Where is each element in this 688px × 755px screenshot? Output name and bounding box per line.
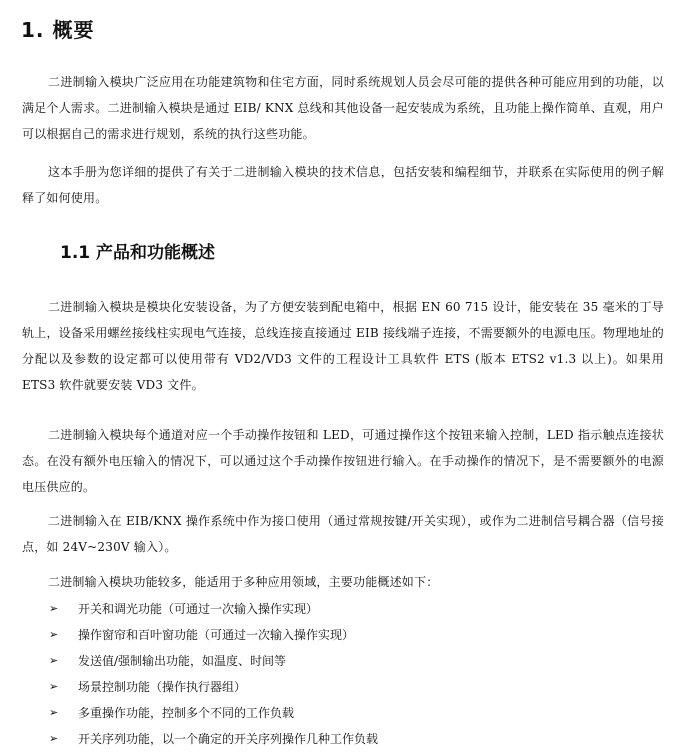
- list-item: [49, 596, 378, 622]
- feature-text: 开关和调光功能（可通过一次输入操作实现）: [78, 602, 319, 616]
- feature-text: 发送值/强制输出功能，如温度、时间等: [78, 654, 287, 668]
- arrow-bullet-icon: ➢: [49, 602, 59, 615]
- section-heading: 1. 概要: [21, 18, 95, 42]
- arrow-bullet-icon: ➢: [49, 706, 59, 719]
- arrow-bullet-icon: ➢: [49, 732, 59, 745]
- list-item: [49, 648, 378, 674]
- feature-text: 多重操作功能，控制多个不同的工作负载: [78, 706, 295, 720]
- list-item: [49, 726, 378, 752]
- overview-paragraph-1: 二进制输入模块是模块化安装设备，为了方便安装到配电箱中，根据 EN 60 715 设计，能安装在 35 毫米的丁导轨上，设备采用螺丝接线柱实现电气连接，总线连接直接通过 EIB 接线端子连接，不需要额外的电源电压。物理地址的分配以及参数的设定都可以使用带有 VD2/VD3 文件的工程设计工具软件 ETS (版本 ETS2 v1.3 以上)。如果用 ETS3 软件就要安装 VD3 文件。: [22, 300, 664, 392]
- feature-text: 场景控制功能（操作执行器组）: [78, 680, 247, 694]
- overview-paragraph-3: 二进制输入在 EIB/KNX 操作系统中作为接口使用（通过常规按键/开关实现），或作为二进制信号耦合器（信号接点，如 24V~230V 输入）。: [22, 514, 664, 554]
- list-item: [49, 700, 378, 726]
- subsection-heading: 1.1 产品和功能概述: [60, 243, 216, 263]
- arrow-bullet-icon: ➢: [49, 680, 59, 693]
- overview-paragraph-2: 二进制输入模块每个通道对应一个手动操作按钮和 LED，可通过操作这个按钮来输入控制，LED 指示触点连接状态。在没有额外电压输入的情况下，可以通过这个手动操作按钮进行输入。在手动操作的情况下，是不需要额外的电源电压供应的。: [22, 428, 664, 494]
- intro-paragraph-2: 这本手册为您详细的提供了有关于二进制输入模块的技术信息，包括安装和编程细节，并联系在实际使用的例子解释了如何使用。: [22, 165, 664, 205]
- feature-text: 操作窗帘和百叶窗功能（可通过一次输入操作实现）: [78, 628, 355, 642]
- feature-list: [49, 596, 378, 752]
- arrow-bullet-icon: ➢: [49, 654, 59, 667]
- list-item: [49, 674, 378, 700]
- overview-paragraph-4: 二进制输入模块功能较多，能适用于多种应用领域，主要功能概述如下：: [48, 575, 439, 589]
- arrow-bullet-icon: ➢: [49, 628, 59, 641]
- feature-text: 开关序列功能，以一个确定的开关序列操作几种工作负载: [78, 732, 379, 746]
- list-item: [49, 622, 378, 648]
- intro-paragraph-1: 二进制输入模块广泛应用在功能建筑物和住宅方面，同时系统规划人员会尽可能的提供各种可能应用到的功能，以满足个人需求。二进制输入模块是通过 EIB/ KNX 总线和其他设备一起安装成为系统，且功能上操作简单、直观，用户可以根据自己的需求进行规划，系统的执行这些功能。: [22, 75, 664, 141]
